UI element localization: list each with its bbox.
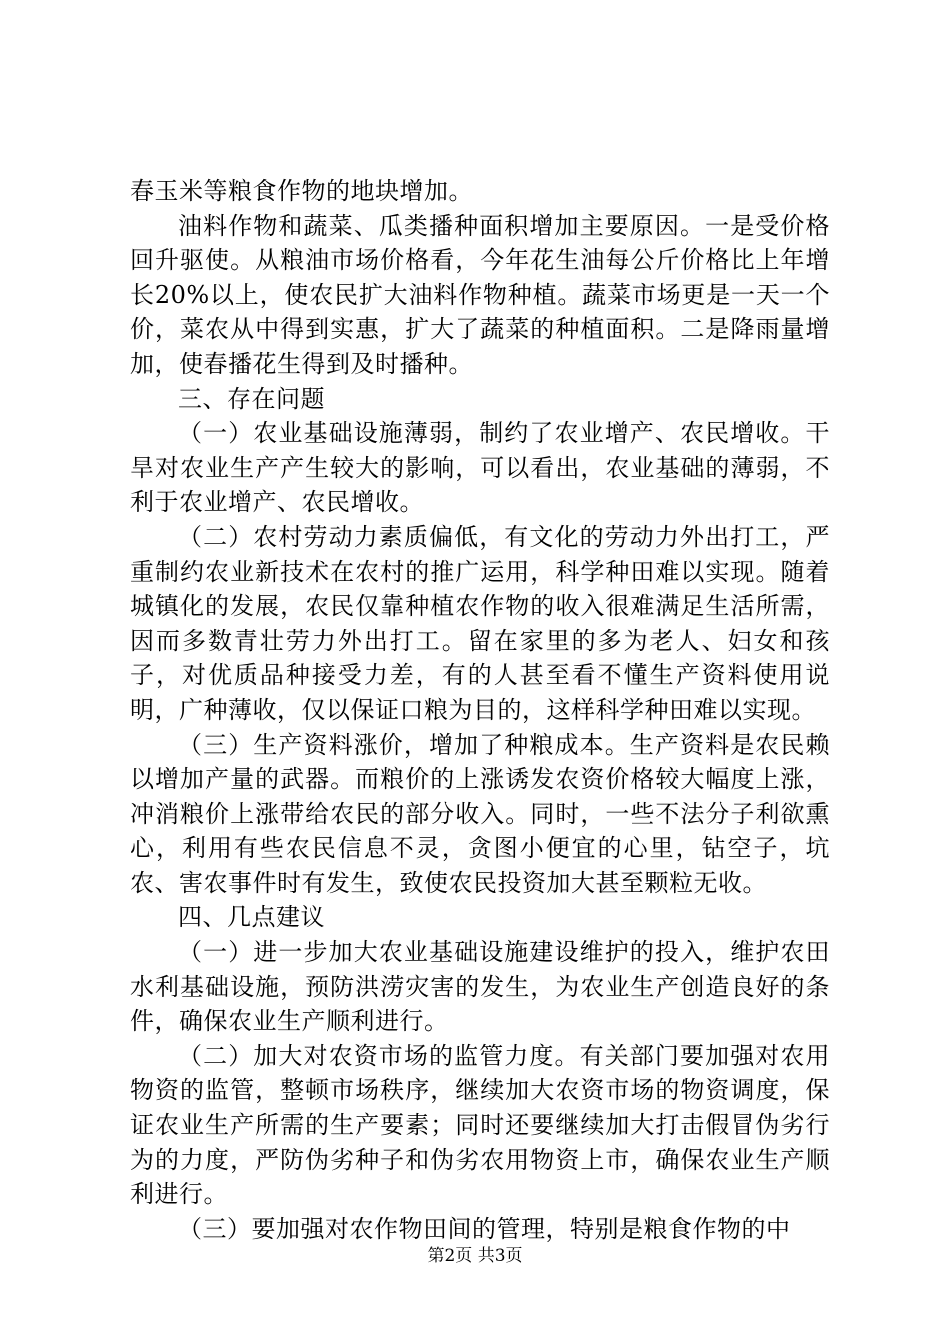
paragraph-problem-2: （二）农村劳动力素质偏低，有文化的劳动力外出打工，严重制约农业新技术在农村的推广运用，科学种田难以实现。随着城镇化的发展，农民仅靠种植农作物的收入很难满足生活所需，因而多数青壮劳力外出打工。留在家里的多为老人、妇女和孩子，对优质品种接受力差，有的人甚至看不懂生产资料使用说明，广种薄收，仅以保证口粮为目的，这样科学种田难以实现。 xyxy=(130,522,830,724)
paragraph-suggestion-1: （一）进一步加大农业基础设施建设维护的投入，维护农田水利基础设施，预防洪涝灾害的发生，为农业生产创造良好的条件，确保农业生产顺利进行。 xyxy=(130,938,830,1036)
paragraph-problem-1: （一）农业基础设施薄弱，制约了农业增产、农民增收。干旱对农业生产产生较大的影响，可以看出，农业基础的薄弱，不利于农业增产、农民增收。 xyxy=(130,419,830,517)
section-heading-problems: 三、存在问题 xyxy=(178,384,325,413)
section-heading-suggestions: 四、几点建议 xyxy=(178,903,325,932)
page-footer xyxy=(0,1241,950,1266)
page-number-label: 第2页 共3页 xyxy=(427,1246,523,1266)
paragraph-suggestion-2: （二）加大对农资市场的监管力度。有关部门要加强对农用物资的监管，整顿市场秩序，继续加大农资市场的物资调度，保证农业生产所需的生产要素；同时还要继续加大打击假冒伪劣行为的力度，严防伪劣种子和伪劣农用物资上市，确保农业生产顺利进行。 xyxy=(130,1041,830,1209)
document-body xyxy=(130,174,830,1246)
paragraph-problem-3: （三）生产资料涨价，增加了种粮成本。生产资料是农民赖以增加产量的武器。而粮价的上涨诱发农资价格较大幅度上涨，冲消粮价上涨带给农民的部分收入。同时，一些不法分子利欲熏心，利用有些农民信息不灵，贪图小便宜的心里，钻空子，坑农、害农事件时有发生，致使农民投资加大甚至颗粒无收。 xyxy=(130,730,830,897)
paragraph-continuation: 春玉米等粮食作物的地块增加。 xyxy=(130,177,473,205)
paragraph-oil-vegetables: 油料作物和蔬菜、瓜类播种面积增加主要原因。一是受价格回升驱使。从粮油市场价格看，今年花生油每公斤价格比上年增长20%以上，使农民扩大油料作物种植。蔬菜市场更是一天一个价，菜农从中得到实惠，扩大了蔬菜的种植面积。二是降雨量增加，使春播花生得到及时播种。 xyxy=(130,211,830,378)
paragraph-suggestion-3: （三）要加强对农作物田间的管理，特别是粮食作物的中 xyxy=(178,1214,791,1243)
